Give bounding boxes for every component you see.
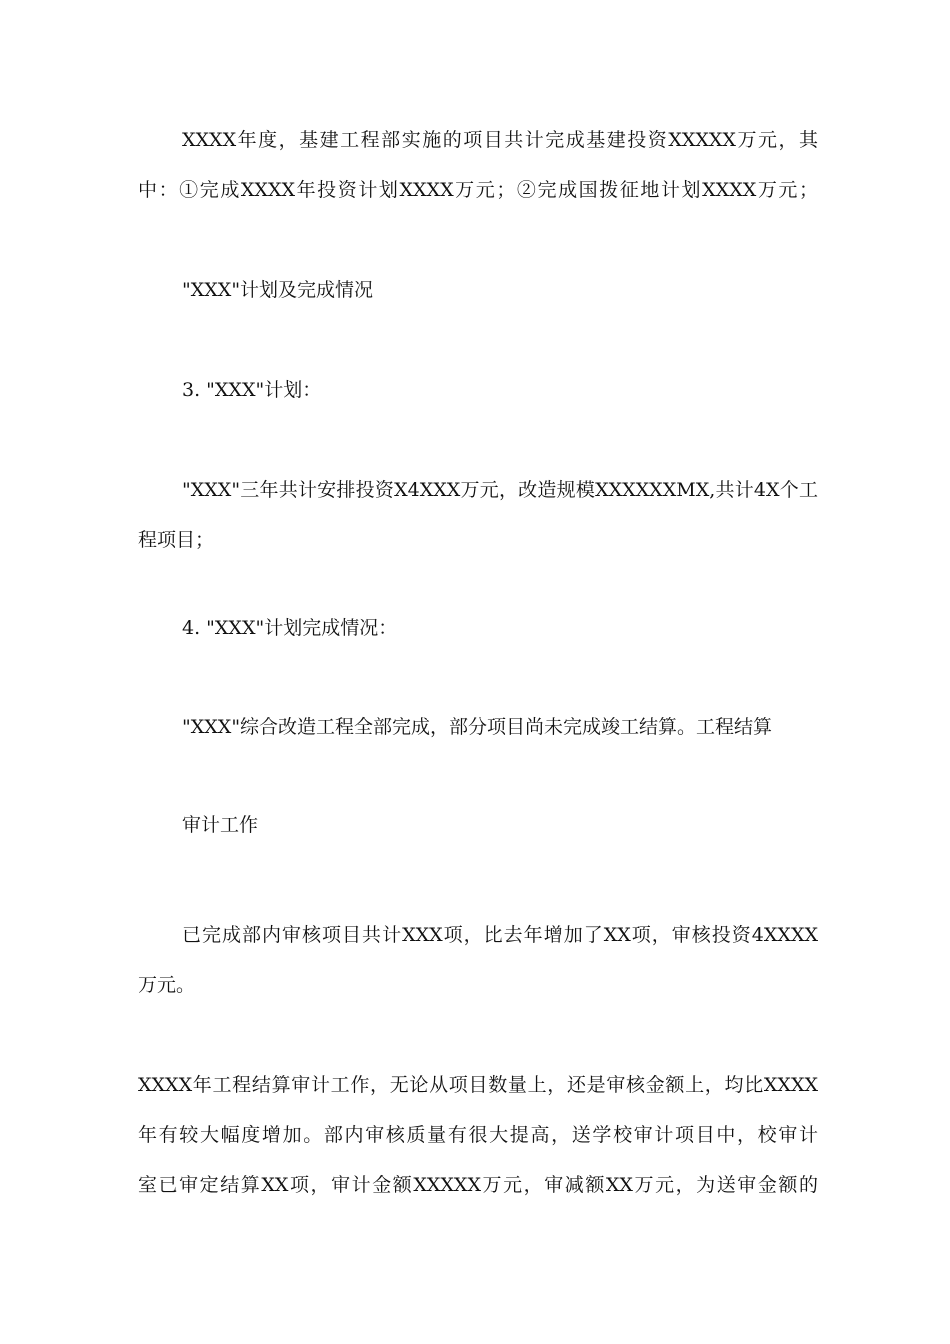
paragraph-audit-summary — [138, 1060, 818, 1210]
section-heading-plan-status: "XXX"计划及完成情况 — [182, 279, 374, 301]
paragraph-line: 已完成部内审核项目共计XXX项，比去年增加了XX项，审核投资4XXXX — [182, 924, 818, 946]
paragraph-line: 年有较大幅度增加。部内审核质量有很大提高，送学校审计项目中，校审计 — [138, 1124, 818, 1146]
paragraph-line: 室已审定结算XX项，审计金额XXXXX万元，审减额XX万元，为送审金额的 — [138, 1174, 818, 1196]
paragraph-line: XXXX年工程结算审计工作，无论从项目数量上，还是审核金额上，均比XXXX — [138, 1074, 818, 1096]
paragraph-line: 程项目； — [138, 529, 215, 551]
paragraph-investment-summary — [138, 115, 818, 215]
paragraph-line: XXXX年度，基建工程部实施的项目共计完成基建投资XXXXX万元，其 — [182, 129, 818, 151]
section-heading-audit-work: 审计工作 — [182, 814, 259, 836]
paragraph-line: "XXX"三年共计安排投资X4XXX万元，改造规模XXXXXXMX,共计4X个工 — [182, 479, 818, 501]
paragraph-line: 万元。 — [138, 974, 196, 996]
paragraph-three-year-plan — [138, 465, 818, 565]
paragraph-line: 中：①完成XXXX年投资计划XXXX万元；②完成国拨征地计划XXXX万元； — [138, 179, 818, 201]
section-heading-plan-3: 3. "XXX"计划： — [182, 379, 322, 401]
section-heading-plan-4: 4. "XXX"计划完成情况： — [182, 617, 398, 639]
paragraph-internal-review — [138, 910, 818, 1010]
paragraph-renovation-complete: "XXX"综合改造工程全部完成，部分项目尚未完成竣工结算。工程结算 — [182, 716, 773, 738]
